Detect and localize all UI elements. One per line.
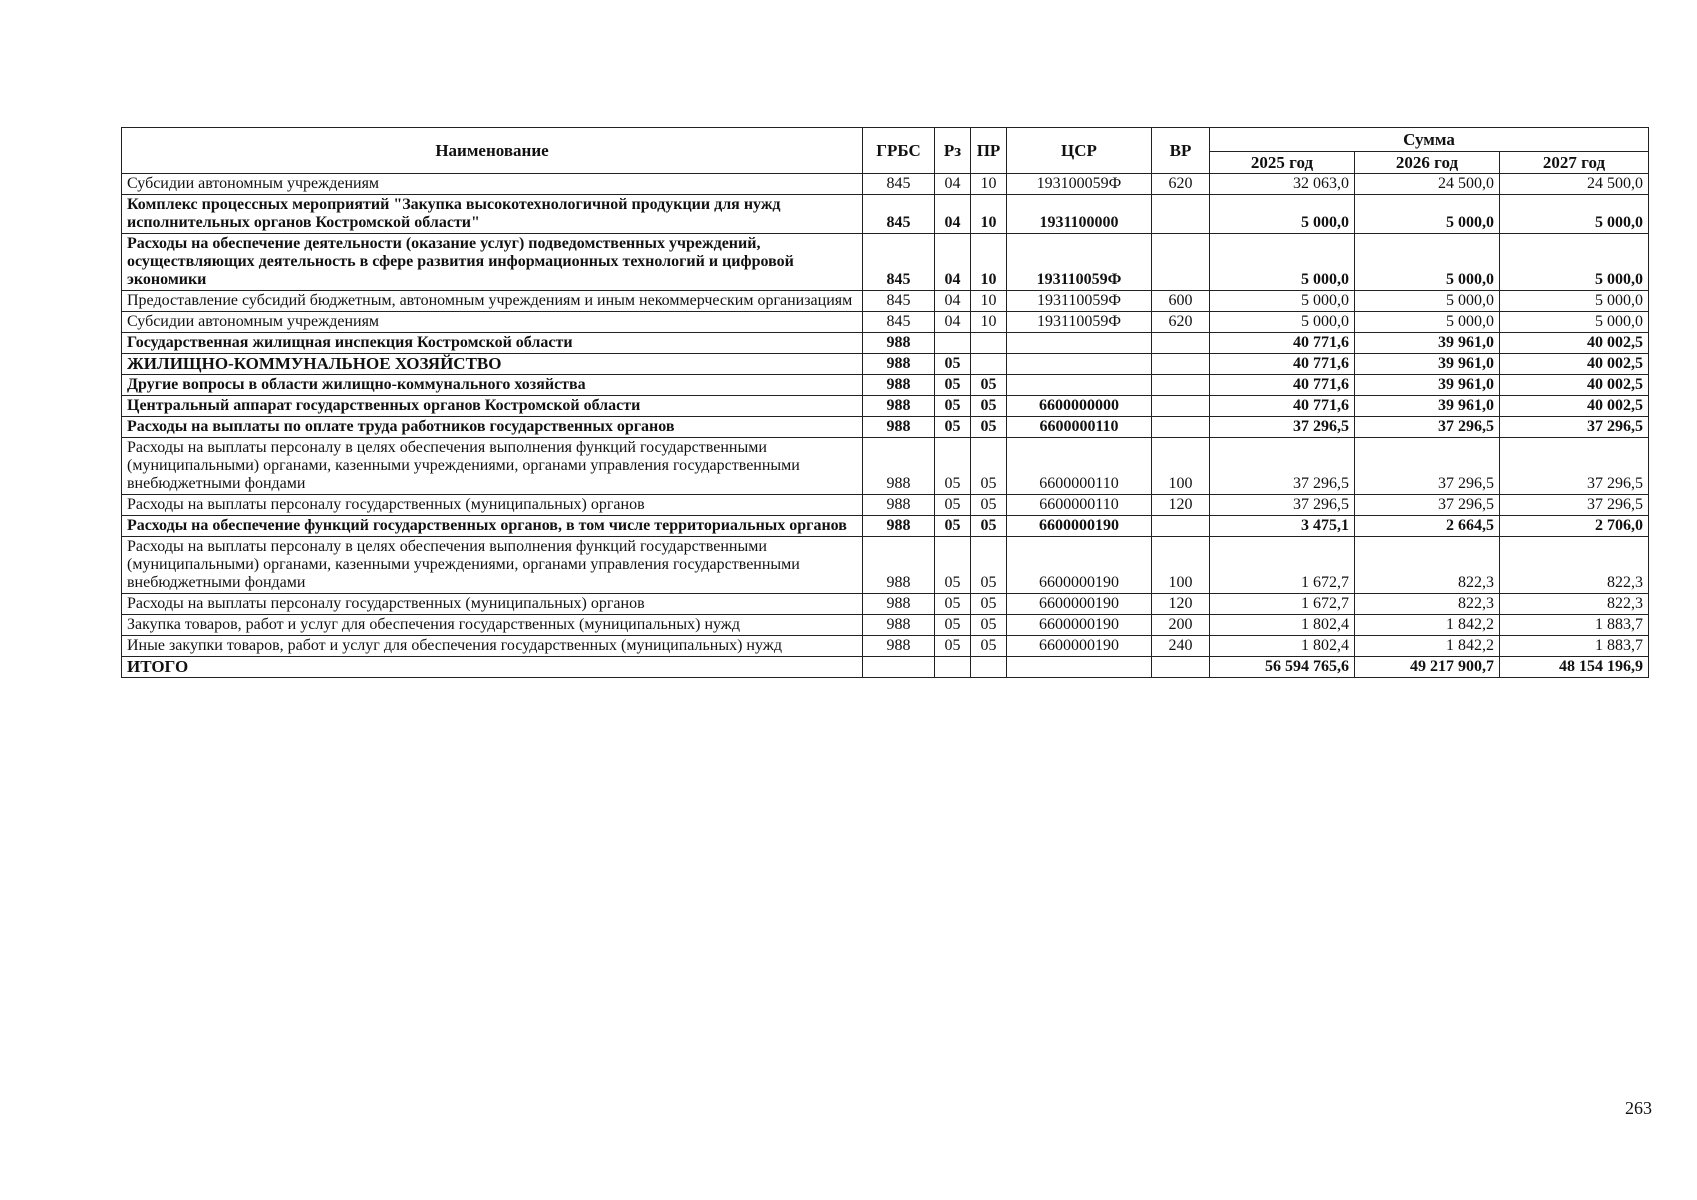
cell-amount-2025: 5 000,0 <box>1210 234 1355 291</box>
cell-pr: 05 <box>971 396 1007 417</box>
cell-rz: 05 <box>935 636 971 657</box>
cell-rz <box>935 657 971 678</box>
cell-amount-2027: 822,3 <box>1500 537 1649 594</box>
cell-amount-2027: 40 002,5 <box>1500 354 1649 375</box>
cell-csr: 6600000190 <box>1007 594 1152 615</box>
cell-amount-2026: 2 664,5 <box>1355 516 1500 537</box>
cell-rz: 05 <box>935 615 971 636</box>
cell-csr: 6600000190 <box>1007 615 1152 636</box>
table-row <box>122 636 1649 657</box>
header-vr: ВР <box>1152 128 1210 174</box>
cell-amount-2026: 37 296,5 <box>1355 417 1500 438</box>
cell-vr: 240 <box>1152 636 1210 657</box>
cell-pr: 05 <box>971 636 1007 657</box>
cell-grbs: 988 <box>863 495 935 516</box>
cell-amount-2027: 1 883,7 <box>1500 636 1649 657</box>
cell-csr <box>1007 354 1152 375</box>
header-sum: Сумма <box>1210 128 1649 152</box>
cell-rz <box>935 333 971 354</box>
cell-csr: 193100059Ф <box>1007 174 1152 195</box>
cell-name: ЖИЛИЩНО-КОММУНАЛЬНОЕ ХОЗЯЙСТВО <box>122 354 863 375</box>
cell-name: Комплекс процессных мероприятий "Закупка высокотехнологичной продукции для нужд исполнительных органов Костромской области" <box>122 195 863 234</box>
cell-rz: 04 <box>935 234 971 291</box>
cell-amount-2027: 40 002,5 <box>1500 333 1649 354</box>
cell-amount-2025: 5 000,0 <box>1210 291 1355 312</box>
cell-name: Государственная жилищная инспекция Костромской области <box>122 333 863 354</box>
cell-grbs: 988 <box>863 516 935 537</box>
cell-vr: 100 <box>1152 438 1210 495</box>
cell-amount-2026: 5 000,0 <box>1355 234 1500 291</box>
cell-name: Расходы на выплаты персоналу в целях обеспечения выполнения функций государственными (муниципальными) органами, казенными учреждениями, органами управления государственными внебюджетными фондами <box>122 438 863 495</box>
cell-amount-2025: 1 672,7 <box>1210 594 1355 615</box>
cell-vr <box>1152 417 1210 438</box>
cell-csr: 6600000110 <box>1007 495 1152 516</box>
cell-pr: 10 <box>971 291 1007 312</box>
cell-name: Расходы на выплаты по оплате труда работников государственных органов <box>122 417 863 438</box>
table-row <box>122 417 1649 438</box>
cell-amount-2026: 49 217 900,7 <box>1355 657 1500 678</box>
cell-grbs: 845 <box>863 195 935 234</box>
cell-pr: 10 <box>971 195 1007 234</box>
cell-vr <box>1152 354 1210 375</box>
cell-pr: 05 <box>971 516 1007 537</box>
header-name: Наименование <box>122 128 863 174</box>
cell-name: Субсидии автономным учреждениям <box>122 312 863 333</box>
cell-vr: 600 <box>1152 291 1210 312</box>
cell-grbs: 988 <box>863 594 935 615</box>
budget-table <box>121 127 1649 678</box>
cell-pr: 05 <box>971 375 1007 396</box>
cell-amount-2026: 37 296,5 <box>1355 495 1500 516</box>
cell-amount-2027: 822,3 <box>1500 594 1649 615</box>
header-rz: Рз <box>935 128 971 174</box>
cell-amount-2026: 39 961,0 <box>1355 396 1500 417</box>
cell-name: Предоставление субсидий бюджетным, автономным учреждениям и иным некоммерческим организациям <box>122 291 863 312</box>
cell-amount-2027: 40 002,5 <box>1500 375 1649 396</box>
cell-amount-2027: 5 000,0 <box>1500 195 1649 234</box>
cell-grbs <box>863 657 935 678</box>
cell-pr <box>971 354 1007 375</box>
cell-grbs: 988 <box>863 354 935 375</box>
table-row <box>122 195 1649 234</box>
cell-amount-2026: 39 961,0 <box>1355 333 1500 354</box>
cell-rz: 04 <box>935 312 971 333</box>
table-row <box>122 657 1649 678</box>
cell-rz: 04 <box>935 291 971 312</box>
cell-amount-2026: 5 000,0 <box>1355 312 1500 333</box>
page-number: 263 <box>1625 1098 1652 1118</box>
table-row <box>122 537 1649 594</box>
cell-name: Субсидии автономным учреждениям <box>122 174 863 195</box>
cell-pr: 10 <box>971 174 1007 195</box>
cell-name: Закупка товаров, работ и услуг для обеспечения государственных (муниципальных) нужд <box>122 615 863 636</box>
cell-amount-2025: 3 475,1 <box>1210 516 1355 537</box>
cell-amount-2026: 1 842,2 <box>1355 615 1500 636</box>
cell-amount-2027: 1 883,7 <box>1500 615 1649 636</box>
cell-amount-2026: 39 961,0 <box>1355 375 1500 396</box>
cell-vr: 620 <box>1152 174 1210 195</box>
table-row <box>122 594 1649 615</box>
cell-grbs: 988 <box>863 396 935 417</box>
cell-csr: 6600000190 <box>1007 516 1152 537</box>
cell-csr: 1931100000 <box>1007 195 1152 234</box>
cell-grbs: 988 <box>863 636 935 657</box>
cell-amount-2026: 37 296,5 <box>1355 438 1500 495</box>
cell-pr <box>971 657 1007 678</box>
cell-rz: 05 <box>935 516 971 537</box>
cell-vr <box>1152 333 1210 354</box>
cell-amount-2027: 2 706,0 <box>1500 516 1649 537</box>
table-body <box>122 174 1649 678</box>
table-row <box>122 174 1649 195</box>
cell-rz: 05 <box>935 438 971 495</box>
table-row <box>122 291 1649 312</box>
cell-csr: 6600000110 <box>1007 438 1152 495</box>
cell-vr: 120 <box>1152 495 1210 516</box>
cell-csr <box>1007 375 1152 396</box>
cell-rz: 05 <box>935 417 971 438</box>
cell-csr: 193110059Ф <box>1007 291 1152 312</box>
cell-vr <box>1152 396 1210 417</box>
cell-amount-2027: 48 154 196,9 <box>1500 657 1649 678</box>
cell-pr: 05 <box>971 417 1007 438</box>
cell-name: ИТОГО <box>122 657 863 678</box>
table-row <box>122 495 1649 516</box>
cell-pr <box>971 333 1007 354</box>
cell-amount-2025: 1 802,4 <box>1210 615 1355 636</box>
header-year-2025: 2025 год <box>1210 152 1355 174</box>
cell-amount-2026: 5 000,0 <box>1355 291 1500 312</box>
cell-amount-2027: 24 500,0 <box>1500 174 1649 195</box>
cell-vr <box>1152 657 1210 678</box>
cell-vr: 120 <box>1152 594 1210 615</box>
cell-grbs: 845 <box>863 234 935 291</box>
cell-rz: 04 <box>935 195 971 234</box>
cell-name: Расходы на выплаты персоналу государственных (муниципальных) органов <box>122 594 863 615</box>
cell-amount-2025: 32 063,0 <box>1210 174 1355 195</box>
cell-vr <box>1152 234 1210 291</box>
cell-amount-2026: 24 500,0 <box>1355 174 1500 195</box>
cell-pr: 10 <box>971 234 1007 291</box>
cell-vr: 200 <box>1152 615 1210 636</box>
cell-grbs: 988 <box>863 333 935 354</box>
cell-amount-2027: 37 296,5 <box>1500 417 1649 438</box>
cell-amount-2025: 5 000,0 <box>1210 312 1355 333</box>
cell-amount-2027: 37 296,5 <box>1500 495 1649 516</box>
cell-pr: 05 <box>971 594 1007 615</box>
table-row <box>122 516 1649 537</box>
table-row <box>122 354 1649 375</box>
cell-amount-2027: 37 296,5 <box>1500 438 1649 495</box>
header-year-2027: 2027 год <box>1500 152 1649 174</box>
cell-grbs: 845 <box>863 291 935 312</box>
cell-vr <box>1152 375 1210 396</box>
cell-amount-2025: 40 771,6 <box>1210 333 1355 354</box>
header-pr: ПР <box>971 128 1007 174</box>
table-row <box>122 615 1649 636</box>
header-grbs: ГРБС <box>863 128 935 174</box>
cell-pr: 05 <box>971 615 1007 636</box>
cell-name: Расходы на обеспечение функций государственных органов, в том числе территориальных органов <box>122 516 863 537</box>
cell-name: Другие вопросы в области жилищно-коммунального хозяйства <box>122 375 863 396</box>
cell-grbs: 845 <box>863 174 935 195</box>
cell-grbs: 988 <box>863 417 935 438</box>
cell-amount-2025: 1 802,4 <box>1210 636 1355 657</box>
cell-rz: 05 <box>935 594 971 615</box>
table-row <box>122 312 1649 333</box>
cell-amount-2025: 40 771,6 <box>1210 375 1355 396</box>
cell-rz: 04 <box>935 174 971 195</box>
cell-amount-2025: 56 594 765,6 <box>1210 657 1355 678</box>
cell-amount-2025: 1 672,7 <box>1210 537 1355 594</box>
table-row <box>122 438 1649 495</box>
cell-vr <box>1152 516 1210 537</box>
cell-csr: 193110059Ф <box>1007 234 1152 291</box>
cell-amount-2026: 5 000,0 <box>1355 195 1500 234</box>
cell-rz: 05 <box>935 354 971 375</box>
cell-csr: 6600000000 <box>1007 396 1152 417</box>
cell-amount-2025: 5 000,0 <box>1210 195 1355 234</box>
cell-grbs: 988 <box>863 438 935 495</box>
cell-rz: 05 <box>935 495 971 516</box>
cell-amount-2025: 37 296,5 <box>1210 438 1355 495</box>
cell-pr: 05 <box>971 495 1007 516</box>
header-csr: ЦСР <box>1007 128 1152 174</box>
cell-amount-2026: 822,3 <box>1355 537 1500 594</box>
cell-csr <box>1007 333 1152 354</box>
cell-grbs: 988 <box>863 615 935 636</box>
cell-pr: 10 <box>971 312 1007 333</box>
cell-grbs: 988 <box>863 375 935 396</box>
cell-amount-2025: 37 296,5 <box>1210 495 1355 516</box>
cell-amount-2027: 40 002,5 <box>1500 396 1649 417</box>
cell-vr <box>1152 195 1210 234</box>
table-header <box>122 128 1649 174</box>
cell-name: Расходы на обеспечение деятельности (оказание услуг) подведомственных учреждений, осуществляющих деятельность в сфере развития информационных технологий и цифровой экономики <box>122 234 863 291</box>
cell-amount-2025: 37 296,5 <box>1210 417 1355 438</box>
cell-amount-2027: 5 000,0 <box>1500 234 1649 291</box>
cell-csr <box>1007 657 1152 678</box>
cell-vr: 620 <box>1152 312 1210 333</box>
cell-amount-2025: 40 771,6 <box>1210 354 1355 375</box>
cell-name: Расходы на выплаты персоналу в целях обеспечения выполнения функций государственными (муниципальными) органами, казенными учреждениями, органами управления государственными внебюджетными фондами <box>122 537 863 594</box>
cell-name: Центральный аппарат государственных органов Костромской области <box>122 396 863 417</box>
cell-rz: 05 <box>935 375 971 396</box>
table-row <box>122 375 1649 396</box>
cell-grbs: 988 <box>863 537 935 594</box>
cell-name: Иные закупки товаров, работ и услуг для обеспечения государственных (муниципальных) нужд <box>122 636 863 657</box>
cell-csr: 193110059Ф <box>1007 312 1152 333</box>
cell-pr: 05 <box>971 537 1007 594</box>
cell-csr: 6600000190 <box>1007 636 1152 657</box>
cell-amount-2026: 1 842,2 <box>1355 636 1500 657</box>
table-row <box>122 396 1649 417</box>
table-row <box>122 234 1649 291</box>
cell-grbs: 845 <box>863 312 935 333</box>
cell-rz: 05 <box>935 537 971 594</box>
cell-amount-2026: 39 961,0 <box>1355 354 1500 375</box>
table-row <box>122 333 1649 354</box>
cell-rz: 05 <box>935 396 971 417</box>
cell-vr: 100 <box>1152 537 1210 594</box>
cell-pr: 05 <box>971 438 1007 495</box>
cell-csr: 6600000110 <box>1007 417 1152 438</box>
cell-amount-2027: 5 000,0 <box>1500 312 1649 333</box>
cell-name: Расходы на выплаты персоналу государственных (муниципальных) органов <box>122 495 863 516</box>
header-year-2026: 2026 год <box>1355 152 1500 174</box>
cell-csr: 6600000190 <box>1007 537 1152 594</box>
cell-amount-2026: 822,3 <box>1355 594 1500 615</box>
cell-amount-2025: 40 771,6 <box>1210 396 1355 417</box>
cell-amount-2027: 5 000,0 <box>1500 291 1649 312</box>
